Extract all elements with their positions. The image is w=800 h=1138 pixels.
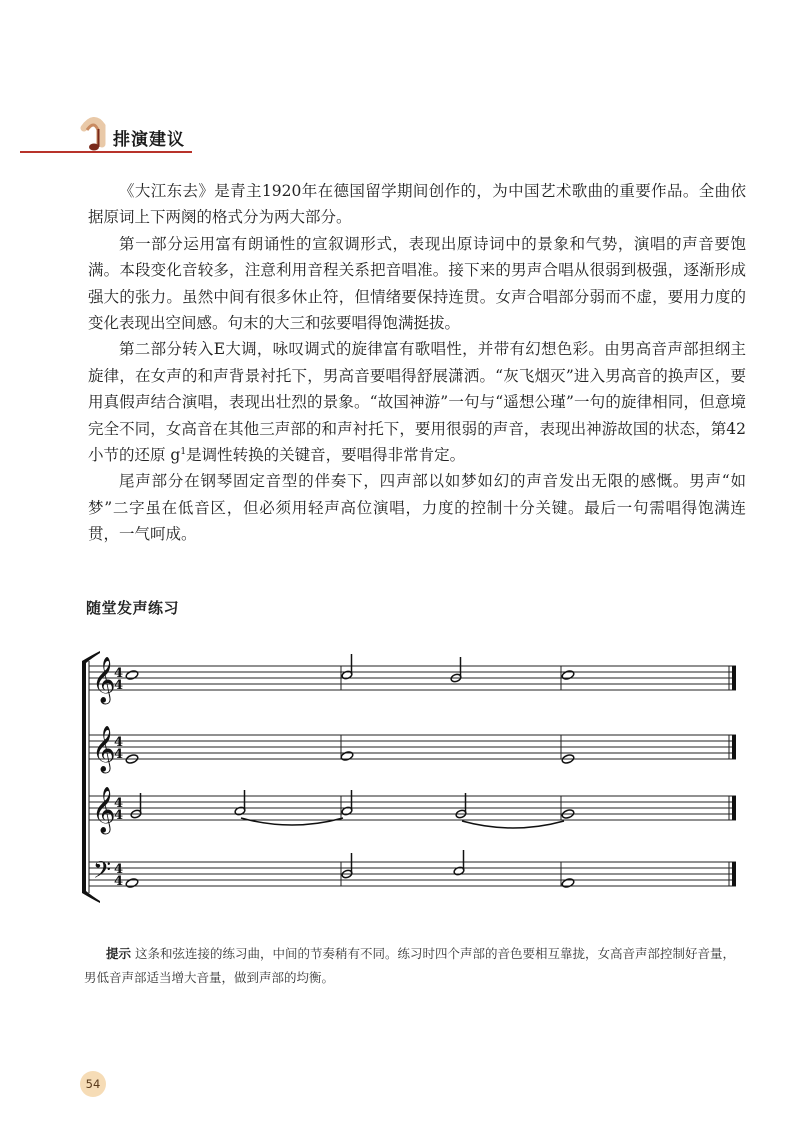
paragraph-part-two-text-end: 是调性转换的关键音，要唱得非常肯定。 — [186, 446, 466, 465]
staff-tenor — [89, 796, 736, 820]
paragraph-coda: 尾声部分在钢琴固定音型的伴奏下，四声部以如梦如幻的声音发出无限的感慨。男声“如梦”二字虽在低音区，但必须用轻声高位演唱，力度的控制十分关键。最后一句需唱得饱满连贯，一气呵成。 — [88, 472, 746, 544]
svg-text:4: 4 — [114, 862, 124, 877]
whole-note — [561, 670, 575, 681]
svg-text:4: 4 — [114, 808, 124, 823]
paragraph-part-two-text: 第二部分转入E大调，咏叹调式的旋律富有歌唱性，并带有幻想色彩。由男高音声部担纲主旋律，在女声的和声背景衬托下，男高音要唱得舒展潇洒。“灰飞烟灭”进入男高音的换声区，要用真假声结合演唱，表现出壮烈的景象。“故国神游”一句与“遥想公瑾”一句的旋律相同，但意境完全不同，女高音在其他三声部的和声衬托下，要用很弱的声音，表现出神游故国的状态，第42小节的还原 g — [88, 340, 746, 465]
paragraph-intro: 《大江东去》是青主1920年在德国留学期间创作的，为中国艺术歌曲的重要作品。全曲依据原词上下两阕的格式分为两大部分。 — [88, 182, 746, 227]
final-barlines — [732, 666, 736, 886]
exercise-title: 随堂发声练习 — [86, 599, 180, 617]
tip-text — [84, 942, 736, 990]
whole-note — [125, 670, 139, 681]
treble-clef-icon: 𝄞 — [92, 787, 116, 833]
treble-clef-icon: 𝄞 — [92, 657, 116, 703]
svg-text:4: 4 — [114, 678, 124, 693]
tip-label: 提示 — [106, 946, 132, 961]
svg-text:4: 4 — [114, 666, 124, 681]
section-heading-title: 排演建议 — [113, 130, 185, 150]
superscript-one: 1 — [180, 446, 187, 457]
staff-bass — [89, 862, 736, 886]
tie — [241, 818, 343, 825]
notes-bass — [125, 850, 575, 888]
page-number: 54 — [80, 1071, 106, 1097]
barlines — [341, 666, 729, 886]
bass-clef-icon: 𝄢 — [93, 856, 112, 889]
staff-soprano — [89, 666, 736, 690]
staff-alto — [89, 735, 736, 759]
svg-text:4: 4 — [114, 796, 124, 811]
whole-note — [125, 878, 139, 889]
tie — [462, 821, 564, 828]
svg-text:4: 4 — [114, 874, 124, 889]
whole-note — [561, 878, 575, 889]
whole-note — [340, 751, 354, 762]
notes-soprano — [125, 654, 575, 683]
treble-clef-icon: 𝄞 — [92, 726, 116, 772]
svg-text:4: 4 — [114, 747, 124, 762]
tip-body: 这条和弦连接的练习曲，中间的节奏稍有不同。练习时四个声部的音色要相互靠拢，女高音声部控制好音量，男低音声部适当增大音量，做到声部的均衡。 — [84, 946, 736, 985]
tip-box — [84, 942, 736, 990]
paragraph-part-one: 第一部分运用富有朗诵性的宣叙调形式，表现出原诗词中的景象和气势，演唱的声音要饱满。本段变化音较多，注意利用音程关系把音唱准。接下来的男声合唱从很弱到极强，逐渐形成强大的张力。虽然中间有很多休止符，但情绪要保持连贯。女声合唱部分弱而不虚，要用力度的变化表现出空间感。句末的大三和弦要唱得饱满挺拔。 — [88, 234, 746, 333]
svg-text:4: 4 — [114, 735, 124, 750]
